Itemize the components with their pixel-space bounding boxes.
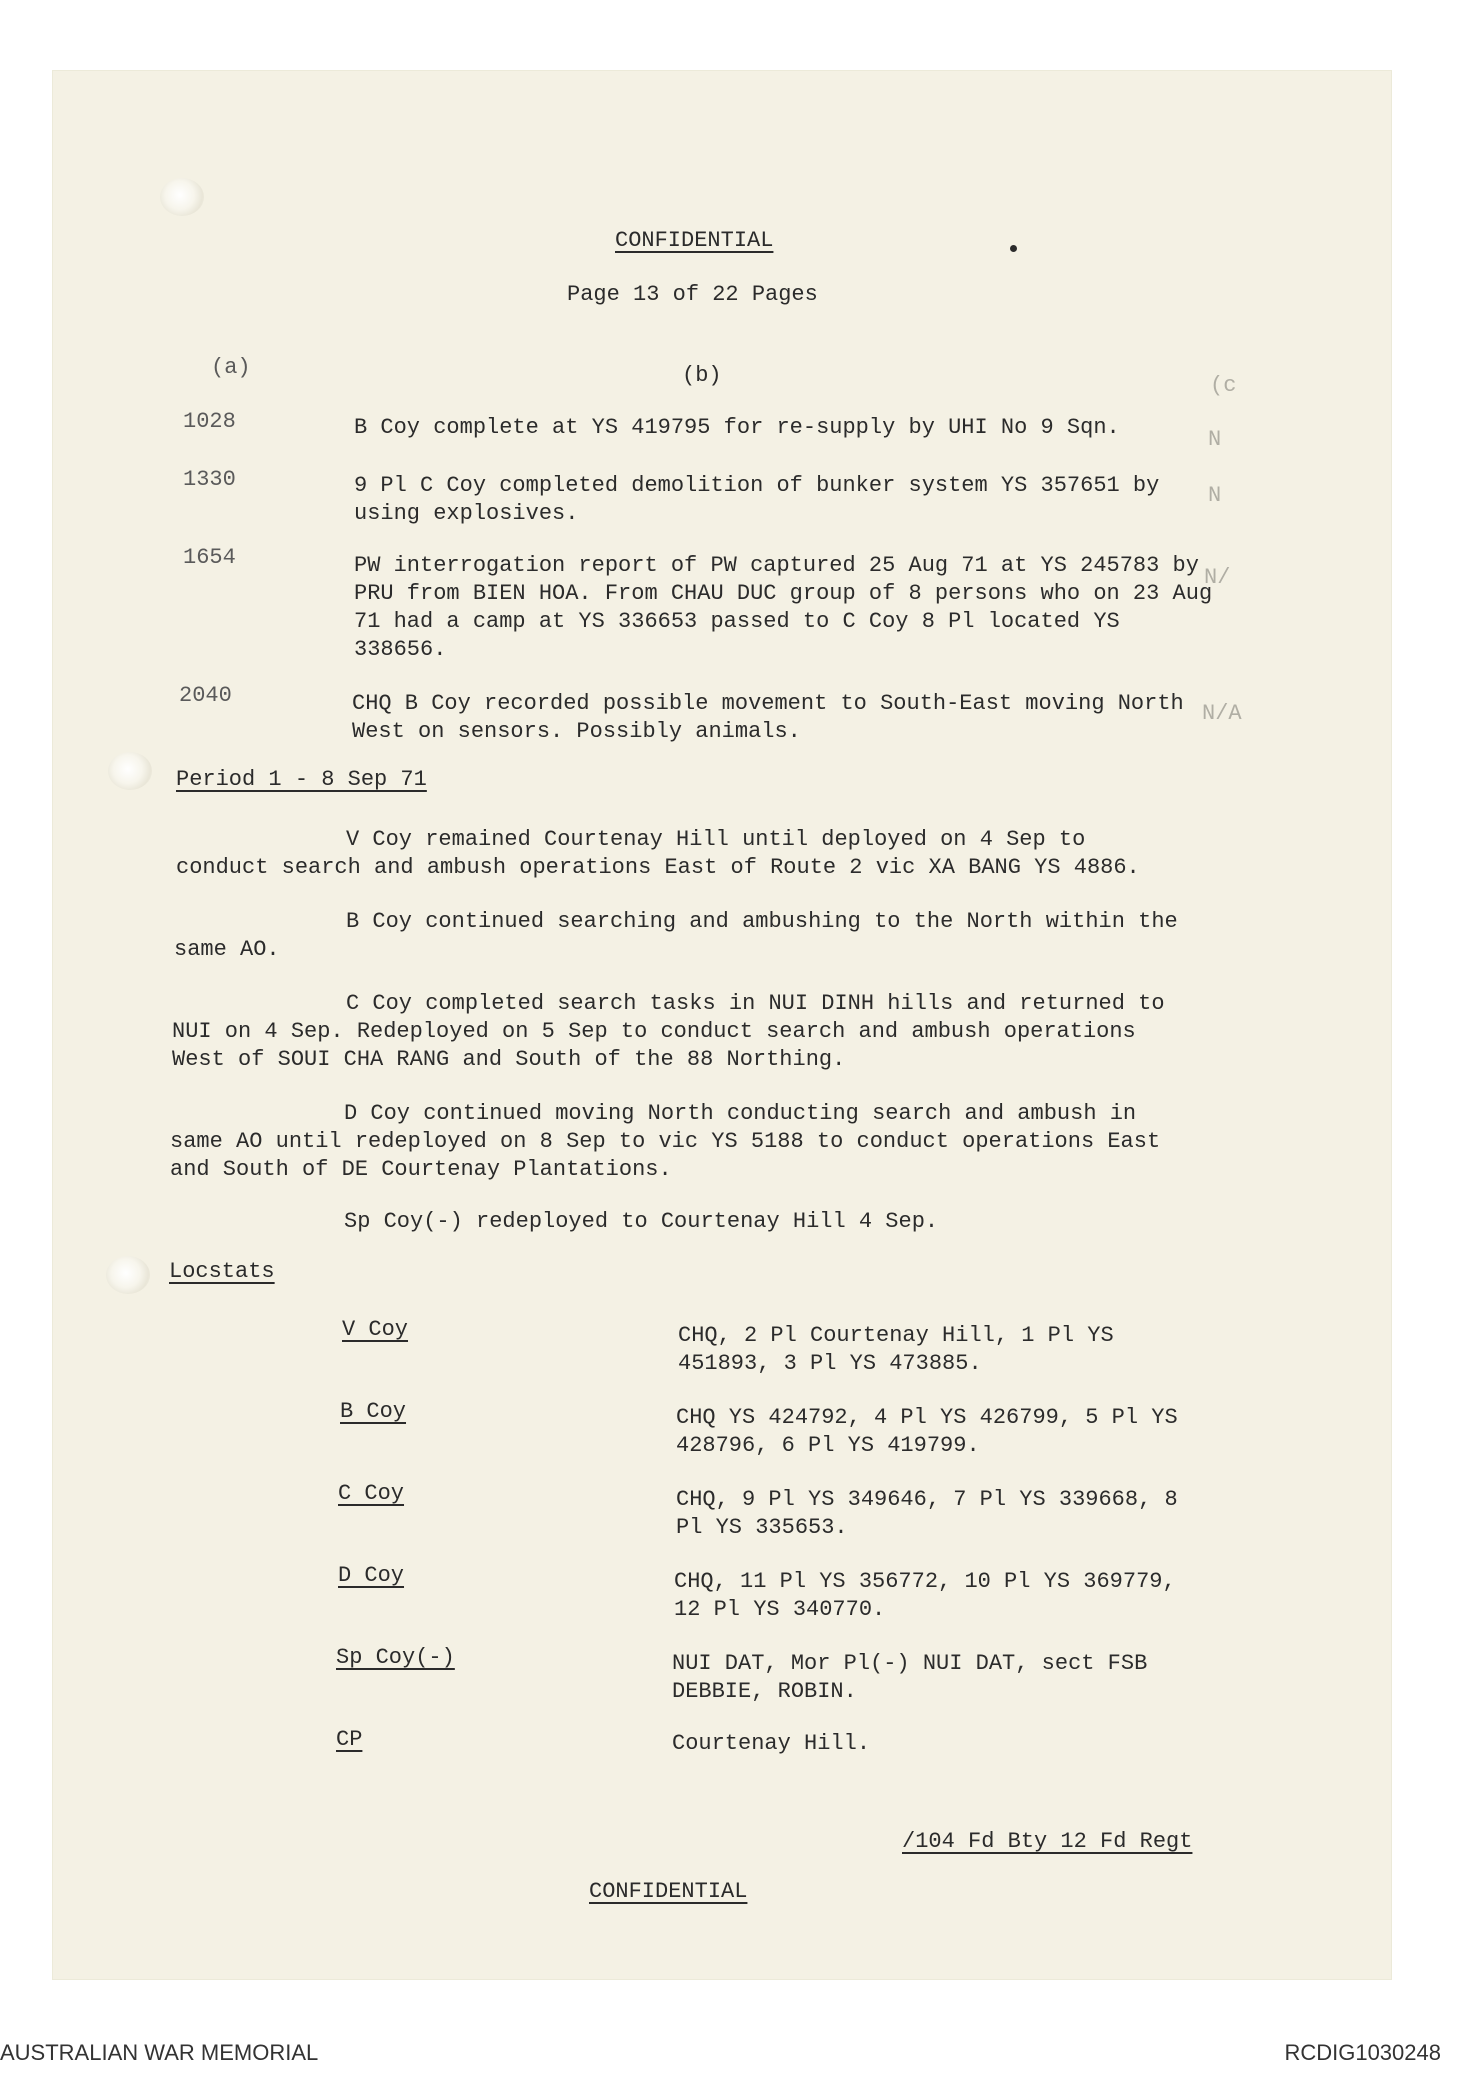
locstats-heading: Locstats: [169, 1259, 275, 1284]
archive-credit: AUSTRALIAN WAR MEMORIAL: [0, 2040, 319, 2065]
continuation-reference: /104 Fd Bty 12 Fd Regt: [902, 1829, 1193, 1854]
locstat-unit: V Coy: [342, 1317, 409, 1342]
entry-column-c: N: [1208, 427, 1222, 452]
locstat-unit: CP: [336, 1727, 363, 1752]
entry-text: 9 Pl C Coy completed demolition of bunker system YS 357651 by using explosives.: [354, 473, 1160, 526]
locstat-location: CHQ YS 424792, 4 Pl YS 426799, 5 Pl YS 428796, 6 Pl YS 419799.: [676, 1405, 1178, 1458]
entry-text: PW interrogation report of PW captured 25 Aug 71 at YS 245783 by PRU from BIEN HOA. From CHAU DUC group of 8 persons who on 23 Aug 71 had a camp at YS 336653 passed to C Coy 8 Pl located YS 338656.: [354, 553, 1213, 662]
archive-id: RCDIG1030248: [1284, 2040, 1441, 2065]
entry-column-c: N/: [1204, 565, 1231, 590]
page-number: Page 13 of 22 Pages: [567, 282, 818, 307]
punch-hole-mark: [108, 752, 152, 790]
column-heading-b: (b): [682, 363, 722, 388]
locstat-location: CHQ, 2 Pl Courtenay Hill, 1 Pl YS 451893, 3 Pl YS 473885.: [678, 1323, 1114, 1376]
locstat-unit: Sp Coy(-): [336, 1645, 455, 1670]
entry-time: 1654: [183, 545, 236, 570]
classification-footer: CONFIDENTIAL: [589, 1879, 748, 1904]
period-paragraph: B Coy continued searching and ambushing to the North within the same AO.: [174, 909, 1178, 962]
locstat-location: NUI DAT, Mor Pl(-) NUI DAT, sect FSB DEBBIE, ROBIN.: [672, 1651, 1148, 1704]
entry-text: B Coy complete at YS 419795 for re-supply by UHI No 9 Sqn.: [354, 415, 1120, 440]
locstat-location: CHQ, 9 Pl YS 349646, 7 Pl YS 339668, 8 Pl YS 335653.: [676, 1487, 1178, 1540]
entry-column-c: N: [1208, 483, 1222, 508]
period-heading: Period 1 - 8 Sep 71: [176, 767, 427, 792]
classification-header: CONFIDENTIAL: [615, 228, 774, 253]
punch-hole-mark: [160, 178, 204, 216]
entry-time: 2040: [179, 683, 232, 708]
period-paragraph: C Coy completed search tasks in NUI DINH hills and returned to NUI on 4 Sep. Redeployed on 5 Sep to conduct search and ambush operations West of SOUI CHA RANG and South of the 88 Northing.: [172, 991, 1165, 1072]
punch-hole-mark: [106, 1256, 150, 1294]
entry-text: CHQ B Coy recorded possible movement to South-East moving North West on sensors. Possibly animals.: [352, 691, 1184, 744]
locstat-unit: C Coy: [338, 1481, 405, 1506]
entry-time: 1330: [183, 467, 236, 492]
column-heading-a: (a): [211, 355, 251, 380]
locstat-unit: D Coy: [338, 1563, 405, 1588]
entry-time: 1028: [183, 409, 236, 434]
column-heading-c: (c: [1210, 373, 1237, 398]
period-paragraph: Sp Coy(-) redeployed to Courtenay Hill 4 Sep.: [344, 1209, 939, 1234]
period-paragraph: V Coy remained Courtenay Hill until deployed on 4 Sep to conduct search and ambush operations East of Route 2 vic XA BANG YS 4886.: [176, 827, 1140, 880]
entry-column-c: N/A: [1202, 701, 1242, 726]
locstat-unit: B Coy: [340, 1399, 407, 1424]
locstat-location: CHQ, 11 Pl YS 356772, 10 Pl YS 369779, 12 Pl YS 340770.: [674, 1569, 1176, 1622]
period-paragraph: D Coy continued moving North conducting search and ambush in same AO until redeployed on 8 Sep to vic YS 5188 to conduct operations East and South of DE Courtenay Plantations.: [170, 1101, 1161, 1182]
ink-dot: [1010, 245, 1017, 252]
locstat-location: Courtenay Hill.: [672, 1731, 871, 1756]
